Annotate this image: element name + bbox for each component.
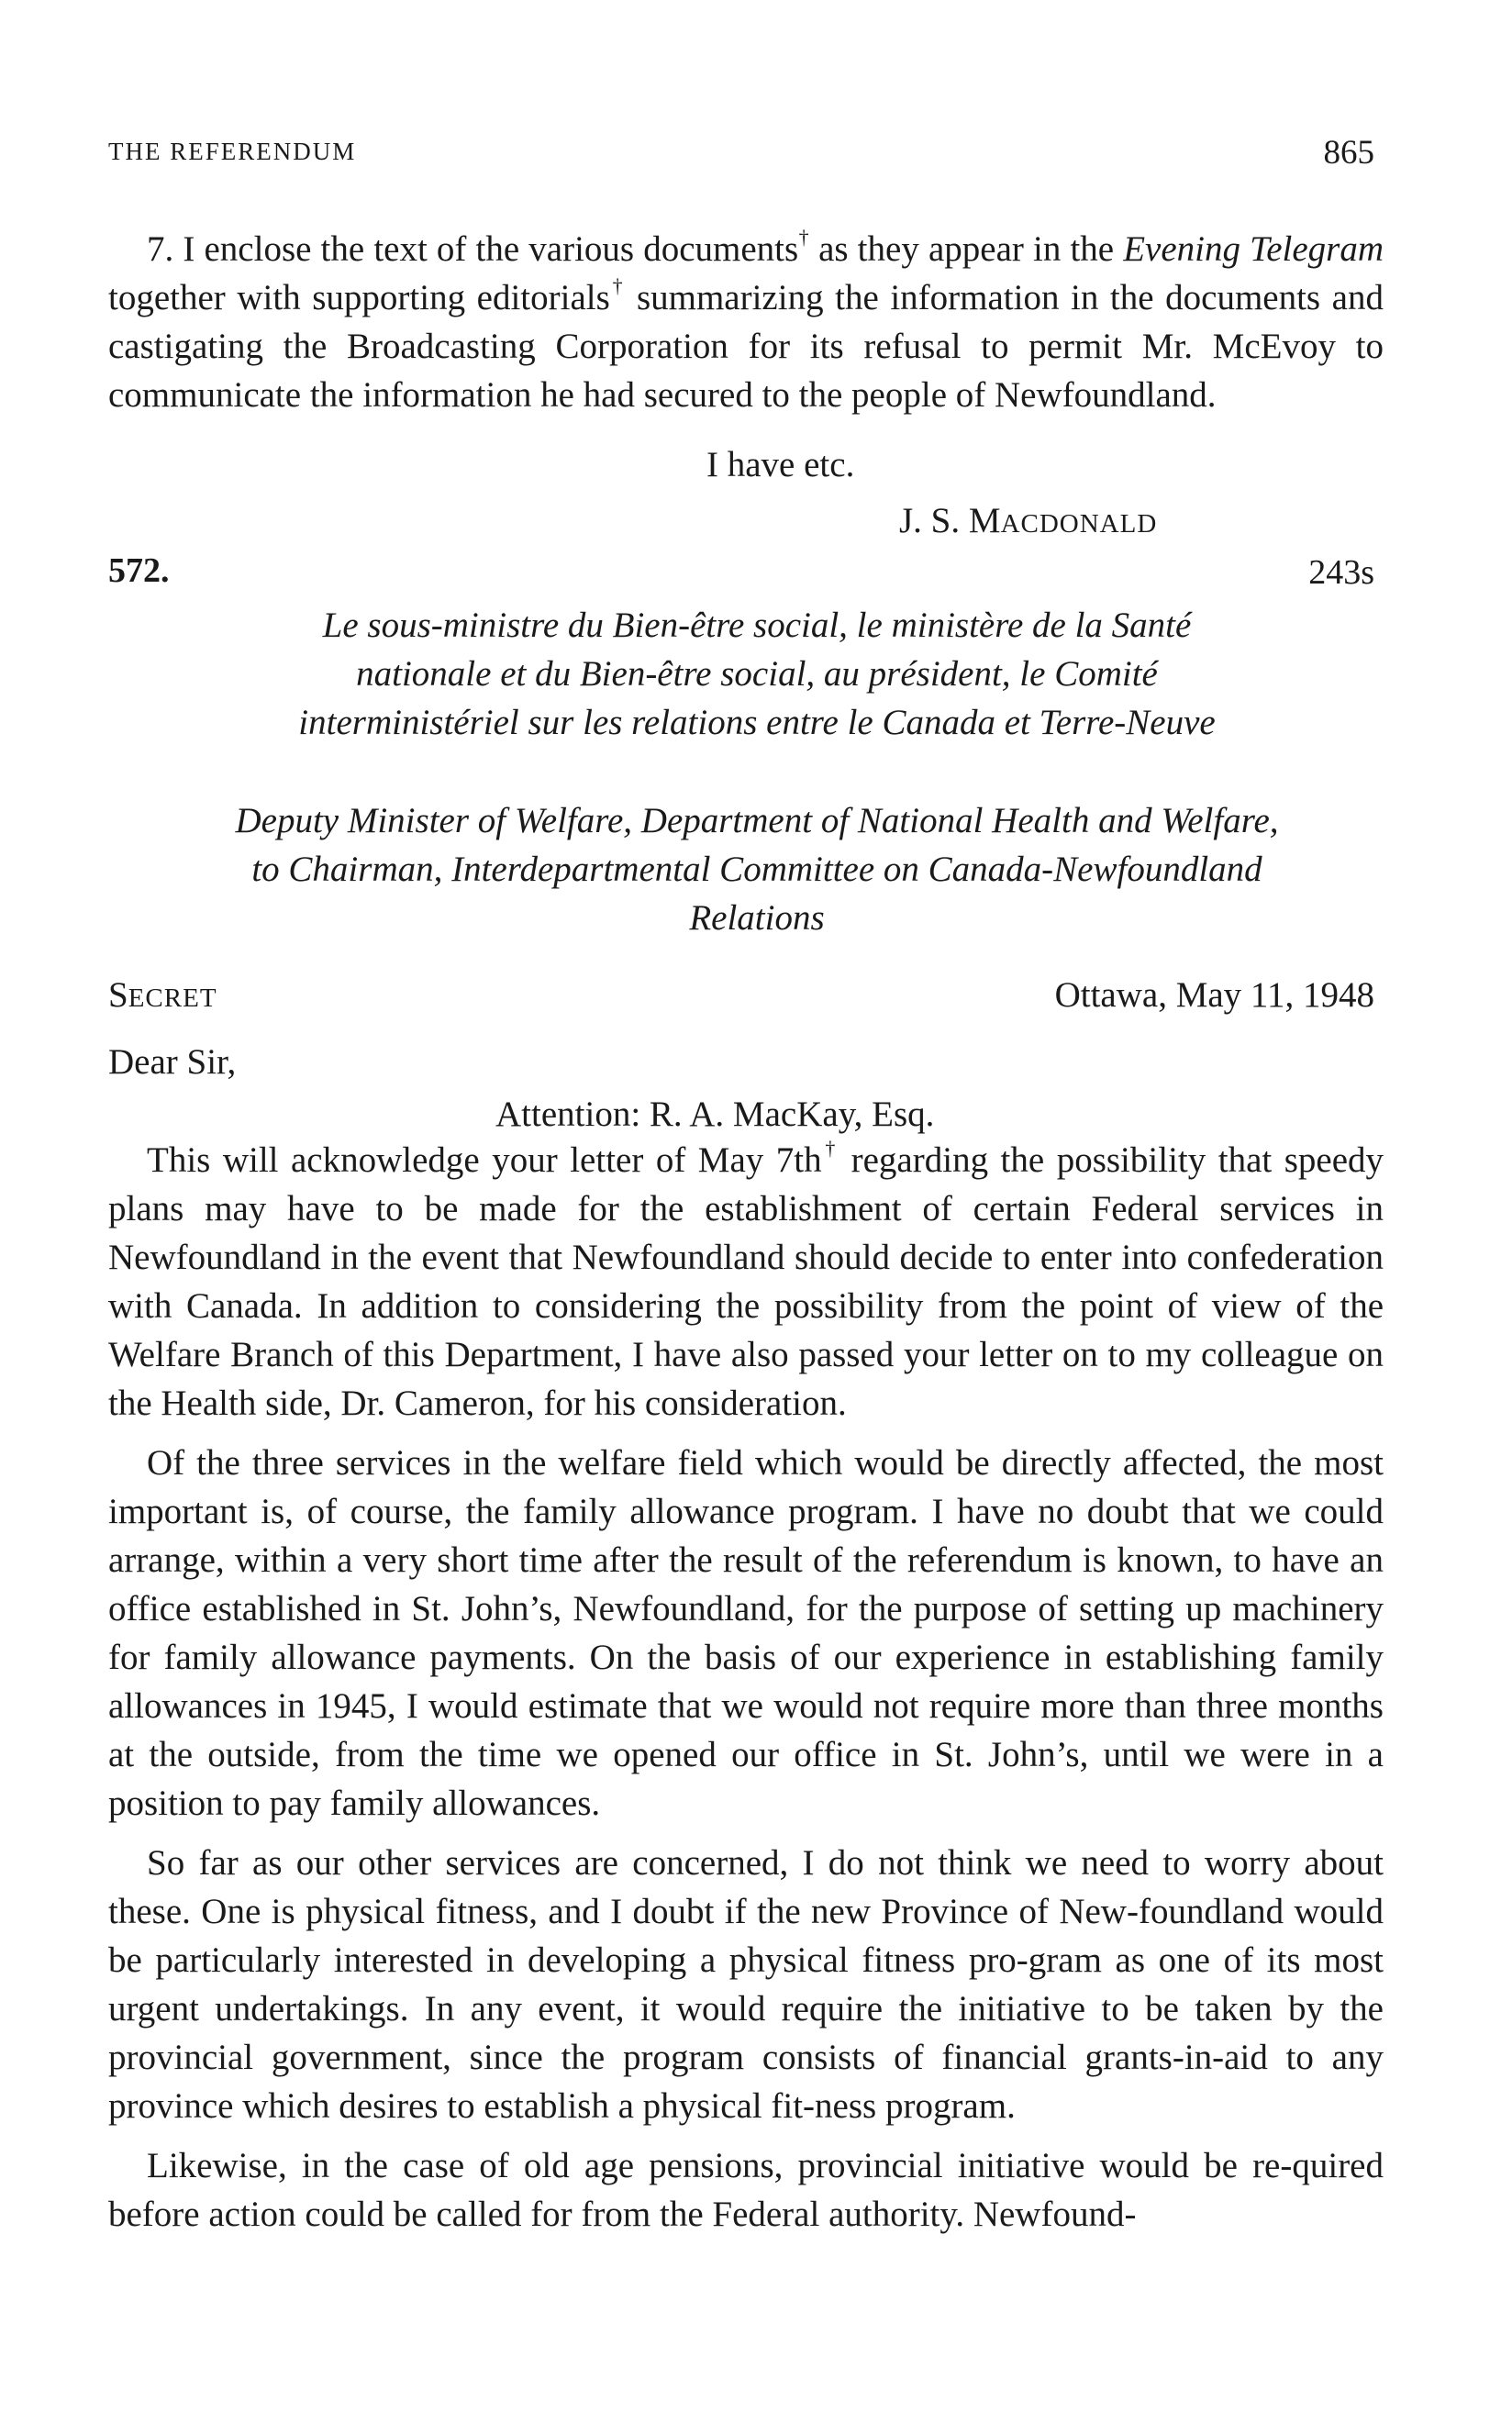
dagger-footnote: † — [609, 274, 626, 297]
classification-rest: ECRET — [128, 984, 217, 1013]
dagger-footnote: † — [798, 226, 809, 249]
body-paragraph — [108, 1136, 1384, 1428]
document-reference: 243s — [1308, 553, 1374, 592]
signature-rest: ACDONALD — [1000, 509, 1158, 539]
attention-line: Attention: R. A. MacKay, Esq. — [495, 1095, 935, 1134]
signature — [899, 500, 1157, 541]
newspaper-title: Evening Telegram — [1123, 229, 1384, 269]
paragraph-number: 7. — [147, 229, 174, 269]
text-segment: This will acknowledge your letter of May 7th — [147, 1140, 822, 1180]
classification — [108, 974, 217, 1016]
salutation: Dear Sir, — [108, 1042, 237, 1082]
text-segment: summarizing the information in the documents and castigating the Broadcasting Corporation for its refusal to permit Mr. McEvoy to communicate the information he had secured to the people of Newfoundland. — [108, 278, 1384, 415]
closing: I have etc. — [706, 445, 855, 484]
signature-initials: J. S. — [899, 501, 969, 540]
english-title: Deputy Minister of Welfare, Department of National Health and Welfare, to Chairman, Interdepartmental Committee on Canada-Newfoundland Relations — [235, 801, 1279, 938]
body-paragraph: Of the three services in the welfare field which would be directly affected, the most important is, of course, the family allowance program. I have no doubt that we could arrange, within a very short time after the result of the referendum is known, to have an office established in St. John’s, Newfoundland, for the purpose of setting up machinery for family allowance payments. On the basis of our experience in establishing family allowances in 1945, I would estimate that we would not require more than three months at the outside, from the time we opened our office in St. John’s, until we were in a position to pay family allowances. — [108, 1443, 1384, 1823]
place-date: Ottawa, May 11, 1948 — [1054, 975, 1374, 1015]
body-paragraph: Likewise, in the case of old age pensions, provincial initiative would be re-quired before action could be called for from the Federal authority. Newfound- — [108, 2146, 1384, 2234]
text-segment: together with supporting editorials — [108, 278, 610, 317]
french-title: Le sous-ministre du Bien-être social, le ministère de la Santé nationale et du Bien-être social, au président, le Comité interministériel sur les relations entre le Canada et Terre-Neuve — [298, 606, 1216, 742]
text-segment: as they appear in the — [808, 229, 1124, 269]
running-head: THE REFERENDUM — [108, 138, 357, 165]
document-number: 572. — [108, 551, 170, 590]
text-segment: I enclose the text of the various documents — [183, 229, 799, 269]
classification-cap: S — [108, 975, 128, 1015]
letter-body — [108, 1136, 1384, 2250]
signature-cap: M — [968, 501, 1001, 540]
dagger-footnote: † — [821, 1137, 839, 1160]
page-number: 865 — [1323, 134, 1374, 172]
text-segment: regarding the possibility that speedy plans may have to be made for the establishment of certain Federal services in Newfoundland in the event that Newfoundland should decide to enter into confederation with Canada. In addition to considering the possibility from the point of view of the Welfare Branch of this Department, I have also passed your letter on to my colleague on the Health side, Dr. Cameron, for his consideration. — [108, 1140, 1384, 1423]
body-paragraph: So far as our other services are concerned, I do not think we need to worry about these. One is physical fitness, and I doubt if the new Province of New-foundland would be particularly interested in developing a physical fitness pro-gram as one of its most urgent undertakings. In any event, it would require the initiative to be taken by the provincial government, since the program consists of financial grants-in-aid to any province which desires to establish a physical fit-ness program. — [108, 1843, 1384, 2126]
paragraph-7 — [108, 225, 1384, 419]
